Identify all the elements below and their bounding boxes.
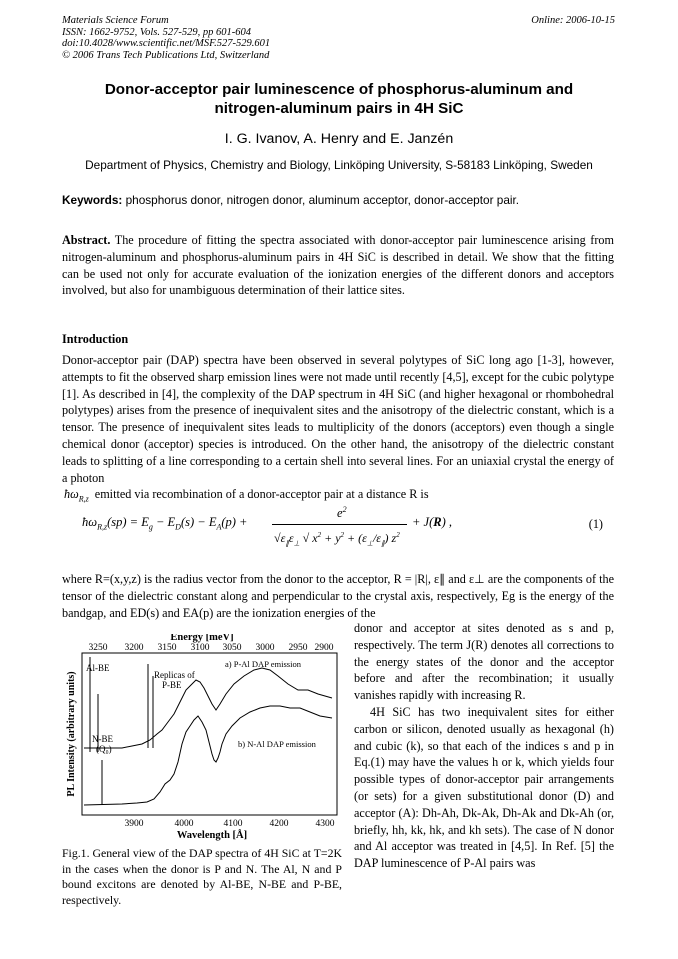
- intro-heading: Introduction: [62, 332, 129, 346]
- label-replicas-2: P-BE: [162, 680, 182, 690]
- journal-header: [62, 15, 270, 61]
- keywords-text: phosphorus donor, nitrogen donor, aluminum acceptor, donor-acceptor pair.: [125, 193, 520, 207]
- bottom-tick: 4300: [315, 819, 335, 829]
- top-axis-label: Energy [meV]: [170, 634, 234, 643]
- top-tick: 3100: [190, 643, 210, 653]
- top-tick: 3200: [124, 643, 144, 653]
- label-replicas-1: Replicas of: [154, 670, 195, 680]
- label-p-al: a) P-Al DAP emission: [225, 659, 301, 669]
- equation-1: [82, 505, 618, 563]
- bottom-tick: 4200: [269, 819, 289, 829]
- y-axis-label: PL Intensity (arbitrary units): [66, 671, 77, 797]
- abstract-text: The procedure of fitting the spectra associated with donor-acceptor pair luminescence arising from nitrogen-aluminum and phosphorus-aluminum pairs in 4H SiC is described in detail. We show that the fitting can be used not only for accurate evaluation of the ionization energies of the different donors and acceptors involved, but also for unambiguous determination of their lattice sites.: [62, 233, 614, 298]
- plot-frame: [82, 653, 337, 815]
- top-ticks: [89, 643, 334, 653]
- label-al-be: Al-BE: [86, 663, 110, 673]
- affiliation: Department of Physics, Chemistry and Biology, Linköping University, S-58183 Linköping, Sweden: [85, 158, 593, 172]
- bottom-axis-label: Wavelength [Å]: [176, 830, 248, 841]
- abstract-label: Abstract.: [62, 233, 111, 247]
- paper-title: [62, 80, 616, 118]
- equation-numerator: $e^2$: [337, 505, 347, 521]
- equation-fraction-line: [272, 524, 407, 525]
- keywords-label: Keywords:: [62, 193, 123, 207]
- abstract: [62, 232, 614, 299]
- figure-caption: Fig.1. General view of the DAP spectra of 4H SiC at T=2K in the cases when the donor is P and N. The Al, N and P bound excitons are denoted by Al-BE, N-BE and P-BE, respectively.: [62, 846, 342, 907]
- journal-doi: doi:10.4028/www.scientific.net/MSF.527-529.601: [62, 38, 271, 49]
- top-tick: 2900: [314, 643, 334, 653]
- right-col-paragraph-1: donor and acceptor at sites denoted as s and p, respectively. The term J(R) denotes all corrections to the energy states of the donor and the acceptor before and after the recombination; it usually vanishes rapidly with increasing R.: [354, 621, 614, 703]
- top-tick: 3250: [88, 643, 108, 653]
- label-n-al: b) N-Al DAP emission: [238, 739, 316, 749]
- label-n-be: N-BE: [92, 734, 113, 744]
- n-al-spectrum: [84, 706, 332, 805]
- journal-copyright: © 2006 Trans Tech Publications Ltd, Switzerland: [62, 49, 270, 61]
- top-tick: 2950: [288, 643, 308, 653]
- bottom-tick: 4000: [174, 819, 194, 829]
- keywords: [62, 193, 519, 207]
- where-paragraph: where R=(x,y,z) is the radius vector from the donor to the acceptor, R = |R|, ε∥ and ε⊥ are the components of the tensor of the dielectric constant along and perpendicular to the crystal axis, respectively, Eg is the energy of the bandgap, and ED(s) and EA(p) are the ionization energies of the: [62, 572, 614, 620]
- right-col-paragraph-2: 4H SiC has two inequivalent sites for either carbon or silicon, denoted usually as hexagonal (h) and cubic (k), so that each of the indices s and p in Eq.(1) may have the values h or k, which yields four possible types of donor-acceptor pair arrangements (or sets) for a given substitutional donor (D) and acceptor (A): Dh-Ah, Dk-Ak, Dh-Ak and Dk-Ah (or, briefly, hh, kk, hk, and kh sets). The case of N donor and Al acceptor was treated in [4,5]. In Ref. [5] the DAP luminescence of P-Al pairs was: [354, 704, 614, 871]
- right-column: [354, 620, 614, 872]
- bottom-tick: 4100: [223, 819, 243, 829]
- top-tick: 3000: [255, 643, 275, 653]
- bottom-tick: 3900: [124, 819, 144, 829]
- label-q0: (Q₀): [96, 744, 112, 754]
- figure-1: [62, 634, 342, 844]
- journal-name: Materials Science Forum: [62, 15, 169, 26]
- equation-rhs: + J(R) ,: [412, 515, 453, 529]
- intro-paragraph: [62, 352, 614, 509]
- title-line-2: nitrogen-aluminum pairs in 4H SiC: [214, 100, 464, 117]
- bottom-ticks: [125, 819, 335, 829]
- dap-spectra-plot: [62, 634, 342, 844]
- equation-number: (1): [588, 517, 603, 531]
- authors: I. G. Ivanov, A. Henry and E. Janzén: [224, 131, 454, 147]
- intro-text: Donor-acceptor pair (DAP) spectra have been observed in several polytypes of SiC long ago [1-3], however, attempts to fit the observed sharp emission lines were not made until recently [4,5], except for the cubic polytype [1]. As described in [4], the complexity of the DAP spectrum in 4H SiC (and higher hexagonal or rhombohedral polytypes) arises from the presence of inequivalent sites and the anisotropy of the dielectric constant, which is a tensor. The presence of inequivalent sites leads to multiplicity of the donors (acceptors) even though a single chemical donor (acceptor) species is introduced. On the other hand, the anisotropy of the dielectric constant leads to splitting of a line corresponding to a certain shell into several lines. For an uniaxial crystal the energy of a photon: [62, 353, 614, 485]
- equation-lhs: $ħ\omega_{R,z}(sp) = E_g - E_D(s) - E_A(p)$ +: [82, 515, 248, 532]
- top-tick: 3050: [222, 643, 242, 653]
- title-line-1: Donor-acceptor pair luminescence of phosphorus-aluminum and: [104, 81, 574, 98]
- intro-tail: emitted via recombination of a donor-acceptor pair at a distance R is: [94, 487, 429, 502]
- hbar-omega-symbol: $ħ\omega_{R,z}$: [64, 487, 89, 504]
- journal-issn: ISSN: 1662-9752, Vols. 527-529, pp 601-604: [62, 26, 251, 38]
- top-tick: 3150: [157, 643, 177, 653]
- online-date: Online: 2006-10-15: [531, 15, 615, 26]
- equation-denominator: $√\varepsilon_\parallel\varepsilon_\perp$ √ $x^2 + y^2 + (\varepsilon_\perp/\varepsilon_\parallel)$ $z^2$: [274, 531, 400, 548]
